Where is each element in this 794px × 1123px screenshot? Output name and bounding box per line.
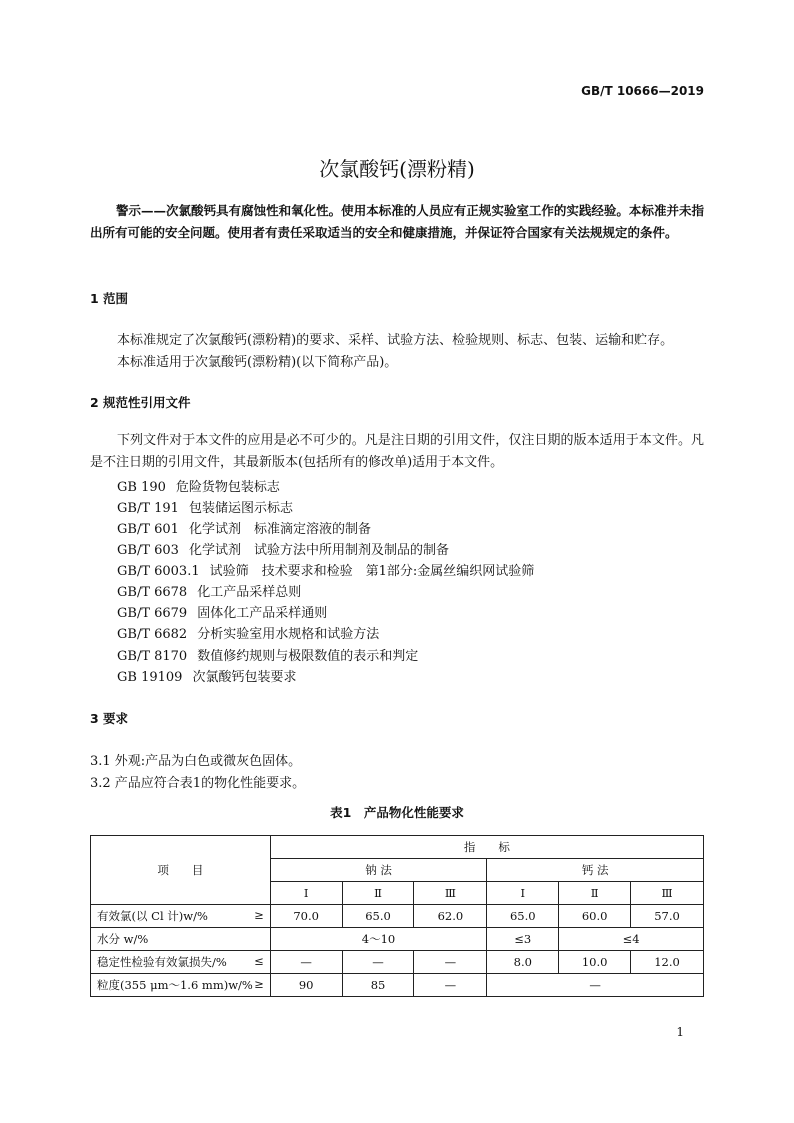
reference-code: GB 19109	[117, 670, 183, 685]
reference-code: GB 190	[117, 480, 166, 495]
grade-cell: Ⅲ	[414, 882, 487, 905]
reference-item	[117, 476, 280, 495]
row-label-cell	[91, 905, 271, 928]
value-cell: ≤3	[487, 928, 559, 951]
reference-item	[117, 539, 449, 558]
calcium-method-cell: 钙 法	[487, 859, 704, 882]
value-cell: —	[414, 974, 487, 997]
row-operator: ≤	[254, 954, 264, 968]
value-cell: 90	[270, 974, 342, 997]
row-label: 有效氯(以 Cl 计)w/%	[97, 909, 208, 923]
reference-item	[117, 602, 327, 621]
row-label: 水分 w/%	[97, 932, 149, 946]
grade-cell: Ⅲ	[631, 882, 704, 905]
standard-code: GB/T 10666—2019	[581, 84, 704, 98]
reference-title: 固体化工产品采样通则	[197, 606, 328, 621]
table-row	[91, 905, 704, 928]
table-caption: 表1 产品物化性能要求	[330, 805, 464, 820]
value-cell: —	[342, 951, 414, 974]
clause-3-2: 3.2 产品应符合表1的物化性能要求。	[90, 776, 306, 791]
value-cell: —	[487, 974, 704, 997]
item-header-cell: 项 目	[91, 836, 271, 905]
value-cell: 60.0	[559, 905, 631, 928]
grade-cell: Ⅰ	[487, 882, 559, 905]
row-label-cell	[91, 928, 271, 951]
table-row	[91, 974, 704, 997]
section-2-heading: 2 规范性引用文件	[90, 395, 191, 410]
requirements-table	[90, 835, 704, 997]
reference-title: 化学试剂 标准滴定溶液的制备	[188, 522, 371, 537]
reference-item	[117, 666, 296, 685]
reference-item	[117, 497, 293, 516]
value-cell: —	[414, 951, 487, 974]
reference-title: 次氯酸钙包装要求	[192, 670, 297, 685]
table-header-row	[91, 836, 704, 859]
row-label-cell	[91, 951, 271, 974]
value-cell: 8.0	[487, 951, 559, 974]
sodium-method-cell: 钠 法	[270, 859, 487, 882]
reference-code: GB/T 6682	[117, 627, 188, 642]
row-label: 粒度(355 μm～1.6 mm)w/%	[97, 978, 253, 992]
page-number: 1	[676, 1025, 684, 1039]
value-cell: 57.0	[631, 905, 704, 928]
reference-title: 包装储运图示标志	[188, 501, 293, 516]
reference-title: 数值修约规则与极限数值的表示和判定	[197, 649, 419, 664]
grade-cell: Ⅱ	[342, 882, 414, 905]
reference-code: GB/T 6003.1	[117, 564, 200, 579]
reference-item	[117, 581, 301, 600]
value-cell: 4～10	[270, 928, 487, 951]
value-cell: 12.0	[631, 951, 704, 974]
reference-title: 化学试剂 试验方法中所用制剂及制品的制备	[188, 543, 449, 558]
section-1-paragraph: 本标准规定了次氯酸钙(漂粉精)的要求、采样、试验方法、检验规则、标志、包装、运输和贮存。	[117, 333, 674, 348]
value-cell: 10.0	[559, 951, 631, 974]
reference-item	[117, 560, 534, 579]
section-2-intro: 下列文件对于本文件的应用是必不可少的。凡是注日期的引用文件，仅注日期的版本适用于本文件。凡是不注日期的引用文件，其最新版本(包括所有的修改单)适用于本文件。	[90, 433, 704, 470]
section-1-paragraph: 本标准适用于次氯酸钙(漂粉精)(以下简称产品)。	[117, 355, 398, 370]
section-3-heading: 3 要求	[90, 711, 129, 726]
value-cell: 85	[342, 974, 414, 997]
table-row	[91, 928, 704, 951]
value-cell: ≤4	[559, 928, 704, 951]
row-label-cell	[91, 974, 271, 997]
reference-code: GB/T 6678	[117, 585, 188, 600]
value-cell: 62.0	[414, 905, 487, 928]
row-operator: ≥	[254, 908, 264, 922]
reference-title: 危险货物包装标志	[175, 480, 280, 495]
value-cell: 65.0	[487, 905, 559, 928]
reference-code: GB/T 191	[117, 501, 179, 516]
reference-item	[117, 623, 379, 642]
warning-text: 警示——次氯酸钙具有腐蚀性和氧化性。使用本标准的人员应有正规实验室工作的实践经验。本标准并未指出所有可能的安全问题。使用者有责任采取适当的安全和健康措施，并保证符合国家有关法规规定的条件。	[90, 203, 704, 240]
reference-title: 化工产品采样总则	[197, 585, 302, 600]
reference-code: GB/T 601	[117, 522, 179, 537]
reference-title: 分析实验室用水规格和试验方法	[197, 627, 380, 642]
row-operator: ≥	[254, 977, 264, 991]
index-header-cell: 指 标	[270, 836, 703, 859]
reference-title: 试验筛 技术要求和检验 第1部分:金属丝编织网试验筛	[209, 564, 535, 579]
value-cell: —	[270, 951, 342, 974]
grade-cell: Ⅱ	[559, 882, 631, 905]
grade-cell: Ⅰ	[270, 882, 342, 905]
section-1-heading: 1 范围	[90, 291, 129, 306]
reference-code: GB/T 603	[117, 543, 179, 558]
table-row	[91, 951, 704, 974]
clause-3-1: 3.1 外观:产品为白色或微灰色固体。	[90, 754, 302, 769]
reference-item	[117, 645, 418, 664]
document-title: 次氯酸钙(漂粉精)	[319, 157, 475, 181]
value-cell: 65.0	[342, 905, 414, 928]
value-cell: 70.0	[270, 905, 342, 928]
row-label: 稳定性检验有效氯损失/%	[97, 955, 227, 969]
reference-code: GB/T 8170	[117, 649, 188, 664]
reference-item	[117, 518, 371, 537]
reference-code: GB/T 6679	[117, 606, 188, 621]
